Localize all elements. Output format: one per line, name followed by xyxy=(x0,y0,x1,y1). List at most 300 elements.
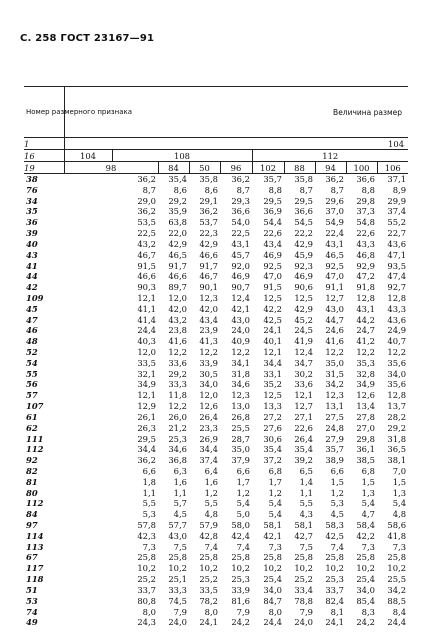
measurement-table xyxy=(24,86,408,628)
row-id: 46 xyxy=(26,325,38,336)
table-cell: 27,0 xyxy=(356,422,375,433)
table-cell: 42,3 xyxy=(137,530,156,541)
table-row xyxy=(24,369,408,380)
table-cell: 46,5 xyxy=(168,249,187,260)
row-id: 117 xyxy=(26,563,44,574)
table-cell: 58,3 xyxy=(325,520,344,530)
table-cell: 12,4 xyxy=(231,292,250,303)
table-cell: 34,4 xyxy=(263,357,282,368)
table-cell: 90,7 xyxy=(231,282,250,293)
table-cell: 39,2 xyxy=(294,455,313,466)
table-cell: 35,7 xyxy=(263,174,282,184)
table-row xyxy=(24,293,408,304)
row-id: 61 xyxy=(26,411,38,422)
table-cell: 25,8 xyxy=(294,552,313,563)
table-cell: 58,4 xyxy=(356,520,375,530)
table-cell: 5,4 xyxy=(361,498,375,509)
index-row xyxy=(24,138,408,150)
table-cell: 54,4 xyxy=(263,217,282,228)
table-cell: 43,4 xyxy=(263,238,282,249)
row-id: 45 xyxy=(26,303,38,314)
table-cell: 5,4 xyxy=(268,498,282,509)
table-row xyxy=(24,466,408,477)
table-cell: 29,5 xyxy=(263,195,282,206)
table-cell: 7,9 xyxy=(236,606,250,617)
table-cell: 12,7 xyxy=(325,292,344,303)
table-cell: 57,8 xyxy=(137,520,156,530)
table-cell: 5,4 xyxy=(268,509,282,520)
table-cell: 36,2 xyxy=(325,174,344,184)
table-cell: 7,9 xyxy=(173,606,187,617)
table-cell: 43,0 xyxy=(231,314,250,325)
row-19-value: 96 xyxy=(220,162,252,174)
table-cell: 8,7 xyxy=(142,184,156,195)
row-id: 62 xyxy=(26,422,38,433)
table-cell: 81,6 xyxy=(231,595,250,606)
table-cell: 22,3 xyxy=(199,228,218,239)
table-cell: 12,2 xyxy=(168,401,187,412)
table-cell: 22,5 xyxy=(137,228,156,239)
table-cell: 91,5 xyxy=(137,260,156,271)
table-cell: 45,2 xyxy=(294,314,313,325)
table-cell: 26,8 xyxy=(231,411,250,422)
table-cell: 40,1 xyxy=(263,336,282,347)
table-cell: 42,8 xyxy=(199,530,218,541)
table-cell: 33,5 xyxy=(199,584,218,595)
table-cell: 22,7 xyxy=(387,228,407,239)
table-cell: 38,5 xyxy=(356,455,375,466)
table-cell: 42,4 xyxy=(231,530,250,541)
table-cell: 34,2 xyxy=(325,379,344,390)
table-cell: 24,4 xyxy=(137,325,156,336)
table-row xyxy=(24,315,408,326)
table-row xyxy=(24,358,408,369)
table-cell: 5,5 xyxy=(299,498,313,509)
table-cell: 1,1 xyxy=(173,487,187,498)
table-cell: 5,3 xyxy=(142,509,156,520)
row-id: 80 xyxy=(26,487,38,498)
row-19-value: 50 xyxy=(189,162,220,174)
table-cell: 12,8 xyxy=(387,292,407,303)
table-cell: 10,2 xyxy=(387,563,407,574)
table-cell: 24,8 xyxy=(325,422,344,433)
table-row xyxy=(24,477,408,488)
row-id: 35 xyxy=(26,206,38,217)
table-cell: 4,8 xyxy=(392,509,407,520)
row-id: 52 xyxy=(26,347,38,357)
table-cell: 26,4 xyxy=(294,433,313,444)
table-row xyxy=(24,261,408,272)
table-cell: 7,4 xyxy=(204,541,218,552)
table-cell: 35,7 xyxy=(325,444,344,455)
row-id: 114 xyxy=(26,530,44,541)
table-cell: 8,1 xyxy=(330,606,344,617)
table-cell: 27,9 xyxy=(325,433,344,444)
table-cell: 10,2 xyxy=(231,563,250,574)
table-cell: 13,7 xyxy=(387,401,407,412)
row-id: 109 xyxy=(26,292,44,303)
table-cell: 29,0 xyxy=(137,195,156,206)
table-cell: 42,9 xyxy=(294,303,313,314)
table-row xyxy=(24,390,408,401)
row-id: 38 xyxy=(26,174,38,184)
table-cell: 38,9 xyxy=(325,455,344,466)
table-cell: 22,6 xyxy=(356,228,375,239)
table-cell: 37,1 xyxy=(387,174,407,184)
table-cell: 1,2 xyxy=(330,487,344,498)
table-cell: 24,4 xyxy=(387,617,407,628)
table-row xyxy=(24,509,408,520)
table-cell: 24,2 xyxy=(231,617,250,628)
table-cell: 28,7 xyxy=(231,433,250,444)
table-cell: 25,3 xyxy=(231,574,250,585)
table-cell: 30,6 xyxy=(263,433,282,444)
table-cell: 7,0 xyxy=(392,465,407,476)
table-cell: 31,8 xyxy=(387,433,407,444)
table-cell: 24,9 xyxy=(387,325,407,336)
row-16-value: 104 xyxy=(64,150,112,162)
table-cell: 7,3 xyxy=(392,541,407,552)
table-row xyxy=(24,542,408,553)
table-cell: 36,5 xyxy=(387,444,407,455)
table-cell: 4,7 xyxy=(361,509,375,520)
table-cell: 44,7 xyxy=(325,314,344,325)
row-19-value: 102 xyxy=(252,162,284,174)
table-cell: 54,8 xyxy=(356,217,375,228)
table-cell: 35,4 xyxy=(263,444,282,455)
table-cell: 12,0 xyxy=(137,347,156,357)
table-cell: 7,5 xyxy=(173,541,187,552)
table-cell: 91,8 xyxy=(356,282,375,293)
table-cell: 38,1 xyxy=(387,455,407,466)
table-cell: 25,8 xyxy=(263,552,282,563)
row-id: 47 xyxy=(26,314,38,325)
table-row xyxy=(24,228,408,239)
table-cell: 35,3 xyxy=(356,357,375,368)
table-cell: 12,2 xyxy=(356,347,375,357)
table-cell: 12,9 xyxy=(137,401,156,412)
table-cell: 43,3 xyxy=(387,303,407,314)
table-cell: 55,2 xyxy=(387,217,407,228)
table-cell: 53,7 xyxy=(199,217,218,228)
row-id: 67 xyxy=(26,552,38,563)
table-cell: 36,2 xyxy=(137,174,156,184)
table-row xyxy=(24,347,408,358)
table-cell: 35,6 xyxy=(387,379,407,390)
table-row xyxy=(24,488,408,499)
table-cell: 33,6 xyxy=(294,379,313,390)
table-cell: 8,7 xyxy=(330,184,344,195)
table-cell: 33,5 xyxy=(137,357,156,368)
table-row xyxy=(24,552,408,563)
table-cell: 41,9 xyxy=(294,336,313,347)
table-cell: 90,3 xyxy=(137,282,156,293)
table-cell: 47,0 xyxy=(263,271,282,282)
row-id: 43 xyxy=(26,249,38,260)
table-row xyxy=(24,282,408,293)
table-cell: 8,0 xyxy=(142,606,156,617)
row-id: 76 xyxy=(26,184,38,195)
table-cell: 30,2 xyxy=(294,368,313,379)
table-cell: 24,4 xyxy=(263,617,282,628)
table-cell: 29,5 xyxy=(137,433,156,444)
table-cell: 26,9 xyxy=(199,433,218,444)
table-cell: 35,6 xyxy=(387,357,407,368)
table-row xyxy=(24,196,408,207)
table-cell: 12,3 xyxy=(325,390,344,401)
row-id: 112 xyxy=(26,444,44,455)
table-cell: 1,7 xyxy=(268,476,282,487)
table-cell: 1,2 xyxy=(268,487,282,498)
table-cell: 23,8 xyxy=(168,325,187,336)
table-cell: 5,5 xyxy=(142,498,156,509)
table-cell: 92,9 xyxy=(356,260,375,271)
table-cell: 4,5 xyxy=(173,509,187,520)
table-cell: 25,3 xyxy=(168,433,187,444)
table-cell: 29,9 xyxy=(387,195,407,206)
table-cell: 33,3 xyxy=(168,379,187,390)
table-cell: 41,8 xyxy=(387,530,407,541)
table-cell: 37,2 xyxy=(263,455,282,466)
table-cell: 34,2 xyxy=(387,584,407,595)
table-cell: 46,7 xyxy=(199,271,218,282)
table-cell: 29,3 xyxy=(231,195,250,206)
table-cell: 12,0 xyxy=(168,292,187,303)
table-cell: 43,2 xyxy=(168,314,187,325)
row-id: 44 xyxy=(26,271,38,282)
table-cell: 43,6 xyxy=(387,314,407,325)
table-cell: 36,6 xyxy=(231,206,250,217)
index-row-label: 1 xyxy=(24,138,64,150)
table-cell: 36,2 xyxy=(199,206,218,217)
table-cell: 92,5 xyxy=(263,260,282,271)
table-cell: 58,0 xyxy=(231,520,250,530)
row-19-value: 88 xyxy=(284,162,315,174)
table-cell: 90,6 xyxy=(294,282,313,293)
table-cell: 35,0 xyxy=(231,444,250,455)
table-cell: 1,5 xyxy=(330,476,344,487)
table-cell: 5,3 xyxy=(330,498,344,509)
table-cell: 85,4 xyxy=(356,595,375,606)
table-cell: 12,2 xyxy=(199,347,218,357)
table-cell: 35,8 xyxy=(199,174,218,184)
table-cell: 40,7 xyxy=(387,336,407,347)
table-row xyxy=(24,271,408,282)
table-cell: 33,7 xyxy=(325,584,344,595)
table-cell: 8,9 xyxy=(392,184,407,195)
table-cell: 46,9 xyxy=(263,249,282,260)
table-cell: 12,5 xyxy=(294,292,313,303)
table-cell: 12,0 xyxy=(199,390,218,401)
table-cell: 8,6 xyxy=(204,184,218,195)
table-cell: 25,8 xyxy=(231,552,250,563)
table-cell: 36,6 xyxy=(356,174,375,184)
table-cell: 10,2 xyxy=(137,563,156,574)
row-id: 111 xyxy=(26,433,44,444)
table-cell: 47,1 xyxy=(387,249,407,260)
table-cell: 42,9 xyxy=(168,238,187,249)
table-cell: 46,6 xyxy=(168,271,187,282)
table-cell: 8,8 xyxy=(361,184,375,195)
row-19-value: 100 xyxy=(346,162,377,174)
table-cell: 25,8 xyxy=(137,552,156,563)
table-cell: 36,9 xyxy=(263,206,282,217)
row-id: 49 xyxy=(26,617,38,628)
table-cell: 34,1 xyxy=(231,357,250,368)
table-cell: 8,0 xyxy=(204,606,218,617)
table-cell: 84,7 xyxy=(263,595,282,606)
table-cell: 41,4 xyxy=(137,314,156,325)
table-cell: 42,5 xyxy=(263,314,282,325)
table-cell: 1,6 xyxy=(204,476,218,487)
table-cell: 92,0 xyxy=(231,260,250,271)
table-cell: 32,8 xyxy=(356,368,375,379)
table-cell: 35,9 xyxy=(168,206,187,217)
table-cell: 24,6 xyxy=(325,325,344,336)
row-id: 118 xyxy=(26,574,44,585)
table-cell: 30,5 xyxy=(199,368,218,379)
table-cell: 91,5 xyxy=(263,282,282,293)
table-cell: 57,7 xyxy=(168,520,187,530)
table-cell: 6,4 xyxy=(204,465,218,476)
table-cell: 54,9 xyxy=(325,217,344,228)
table-cell: 29,8 xyxy=(356,195,375,206)
table-cell: 43,1 xyxy=(325,238,344,249)
table-row xyxy=(24,304,408,315)
table-cell: 24,3 xyxy=(137,617,156,628)
table-cell: 78,8 xyxy=(294,595,313,606)
table-cell: 6,6 xyxy=(330,465,344,476)
table-cell: 32,1 xyxy=(137,368,156,379)
table-cell: 1,1 xyxy=(142,487,156,498)
table-cell: 25,8 xyxy=(199,552,218,563)
table-cell: 42,5 xyxy=(325,530,344,541)
table-cell: 33,1 xyxy=(263,368,282,379)
table-cell: 25,2 xyxy=(137,574,156,585)
table-row xyxy=(24,423,408,434)
table-cell: 6,8 xyxy=(268,465,282,476)
row-id: 92 xyxy=(26,455,38,466)
table-cell: 34,6 xyxy=(231,379,250,390)
row-id: 41 xyxy=(26,260,38,271)
table-cell: 43,1 xyxy=(231,238,250,249)
table-cell: 25,3 xyxy=(325,574,344,585)
row-id: 84 xyxy=(26,509,38,520)
row-id: 81 xyxy=(26,476,38,487)
table-cell: 43,0 xyxy=(325,303,344,314)
table-cell: 37,4 xyxy=(199,455,218,466)
table-cell: 22,2 xyxy=(294,228,313,239)
table-cell: 43,4 xyxy=(199,314,218,325)
table-row xyxy=(24,185,408,196)
table-cell: 4,5 xyxy=(330,509,344,520)
row-19-value: 84 xyxy=(158,162,189,174)
table-cell: 35,2 xyxy=(263,379,282,390)
table-cell: 42,7 xyxy=(294,530,313,541)
table-cell: 43,2 xyxy=(137,238,156,249)
table-cell: 10,2 xyxy=(263,563,282,574)
table-cell: 26,4 xyxy=(199,411,218,422)
table-cell: 43,3 xyxy=(356,238,375,249)
table-cell: 25,8 xyxy=(387,552,407,563)
table-cell: 34,0 xyxy=(356,584,375,595)
table-cell: 93,5 xyxy=(387,260,407,271)
table-cell: 7,9 xyxy=(299,606,313,617)
table-cell: 26,1 xyxy=(137,411,156,422)
table-row xyxy=(24,617,408,628)
table-cell: 33,7 xyxy=(137,584,156,595)
table-cell: 43,0 xyxy=(168,530,187,541)
table-cell: 25,2 xyxy=(199,574,218,585)
table-cell: 13,4 xyxy=(356,401,375,412)
page-header: С. 258 ГОСТ 23167—91 xyxy=(20,33,155,44)
table-row xyxy=(24,574,408,585)
table-cell: 1,2 xyxy=(204,487,218,498)
table-cell: 34,0 xyxy=(263,584,282,595)
table-cell: 47,4 xyxy=(387,271,407,282)
table-cell: 45,7 xyxy=(231,249,250,260)
table-cell: 10,2 xyxy=(294,563,313,574)
row-id: 107 xyxy=(26,401,44,412)
table-cell: 22,5 xyxy=(231,228,250,239)
table-cell: 10,2 xyxy=(325,563,344,574)
table-cell: 27,8 xyxy=(356,411,375,422)
table-cell: 12,6 xyxy=(199,401,218,412)
table-cell: 6,6 xyxy=(236,465,250,476)
table-cell: 46,6 xyxy=(199,249,218,260)
table-row xyxy=(24,379,408,390)
table-cell: 36,1 xyxy=(356,444,375,455)
table-cell: 92,7 xyxy=(387,282,407,293)
table-cell: 78,2 xyxy=(199,595,218,606)
table-row xyxy=(24,336,408,347)
table-cell: 34,6 xyxy=(168,444,187,455)
table-cell: 91,1 xyxy=(325,282,344,293)
row-id: 74 xyxy=(26,606,38,617)
table-cell: 25,5 xyxy=(387,574,407,585)
table-cell: 42,2 xyxy=(263,303,282,314)
table-row xyxy=(24,434,408,445)
table-cell: 8,7 xyxy=(236,184,250,195)
table-cell: 8,8 xyxy=(268,184,282,195)
table-cell: 24,0 xyxy=(294,617,313,628)
table-cell: 1,4 xyxy=(299,476,313,487)
row-16-value: 108 xyxy=(112,150,252,162)
table-cell: 1,5 xyxy=(361,476,375,487)
table-cell: 63,8 xyxy=(168,217,187,228)
table-cell: 43,1 xyxy=(356,303,375,314)
table-row xyxy=(24,174,408,185)
row-19-value: 106 xyxy=(377,162,408,174)
table-row xyxy=(24,206,408,217)
table-cell: 25,1 xyxy=(168,574,187,585)
row-19 xyxy=(24,162,408,174)
table-cell: 22,0 xyxy=(168,228,187,239)
table-cell: 10,2 xyxy=(168,563,187,574)
table-cell: 47,0 xyxy=(325,271,344,282)
table-cell: 34,4 xyxy=(137,444,156,455)
table-cell: 25,5 xyxy=(231,422,250,433)
table-cell: 6,3 xyxy=(173,465,187,476)
table-cell: 41,6 xyxy=(168,336,187,347)
table-cell: 40,3 xyxy=(137,336,156,347)
table-cell: 36,8 xyxy=(168,455,187,466)
table-cell: 6,6 xyxy=(142,465,156,476)
table-cell: 24,0 xyxy=(231,325,250,336)
table-cell: 23,3 xyxy=(199,422,218,433)
row-16-label: 16 xyxy=(24,150,64,162)
table-cell: 42,0 xyxy=(168,303,187,314)
